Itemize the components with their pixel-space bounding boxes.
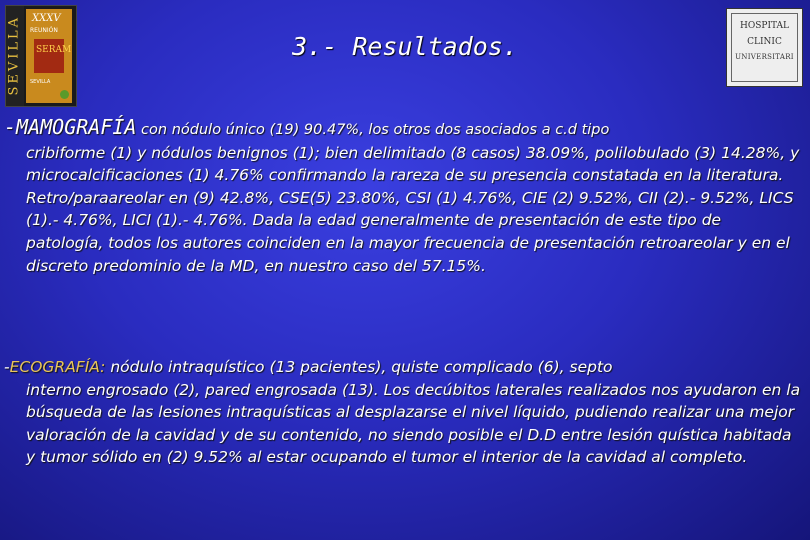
ultrasound-section [4, 356, 802, 469]
mammography-heading: -MAMOGRAFÍA [4, 115, 137, 139]
slide-title: 3.- Resultados. [292, 32, 518, 61]
mammography-first-line [4, 116, 802, 142]
ultrasound-heading: ECOGRAFÍA: [9, 358, 106, 376]
ultrasound-first-text: nódulo intraquístico (13 pacientes), quiste complicado (6), septo [105, 358, 613, 376]
hospital-logo-line-3: UNIVERSITARI [735, 53, 794, 61]
ultrasound-body: interno engrosado (2), pared engrosada (13). Los decúbitos laterales realizados nos ayudaron en la búsqueda de las lesiones intraquísticas al desplazarse el nivel líquido, pudiendo realizar una mejor valoración de la cavidad y de su contenido, no siendo posible el D.D entre lesión quística habitada y tumor sólido en (2) 9.52% al estar ocupando el tumor el interior de la cavidad al completo. [26, 380, 801, 467]
logo-vertical-text: SEVILLA [6, 14, 22, 96]
mammography-section [4, 115, 802, 277]
poster-seal-icon [60, 90, 69, 99]
mammography-body: cribiforme (1) y nódulos benignos (1); bien delimitado (8 casos) 38.09%, polilobulado (3) 14.28%, y microcalcificaciones (1) 4.76% confirmando la rareza de su presencia constatada en la literatura. Retro/paraareolar en (9) 42.8%, CSE(5) 23.80%, CSI (1) 4.76%, CIE (2) 9.52%, CII (2).- 9.52%, LICS (1).- 4.76%, LICI (1).- 4.76%. Dada la edad generalmente de presentación de este tipo de patología, todos los autores coinciden en la mayor frecuencia de presentación retroareolar y en el discreto predominio de la MD, en nuestro caso del 57.15%. [26, 143, 800, 275]
poster-line-2: REUNIÓN [30, 27, 58, 34]
hospital-logo-line-1: HOSPITAL [740, 21, 789, 31]
poster-line-4: SEVILLA [30, 79, 51, 85]
hospital-logo-line-2: CLINIC [747, 37, 782, 47]
poster-line-1: XXXV [32, 13, 61, 24]
ultrasound-first-line [4, 356, 802, 379]
hospital-logo [726, 8, 803, 87]
mammography-first-text: con nódulo único (19) 90.47%, los otros dos asociados a c.d tipo [136, 122, 610, 138]
ultrasound-dash: - [4, 358, 10, 376]
poster-line-3: SERAM [36, 45, 72, 55]
